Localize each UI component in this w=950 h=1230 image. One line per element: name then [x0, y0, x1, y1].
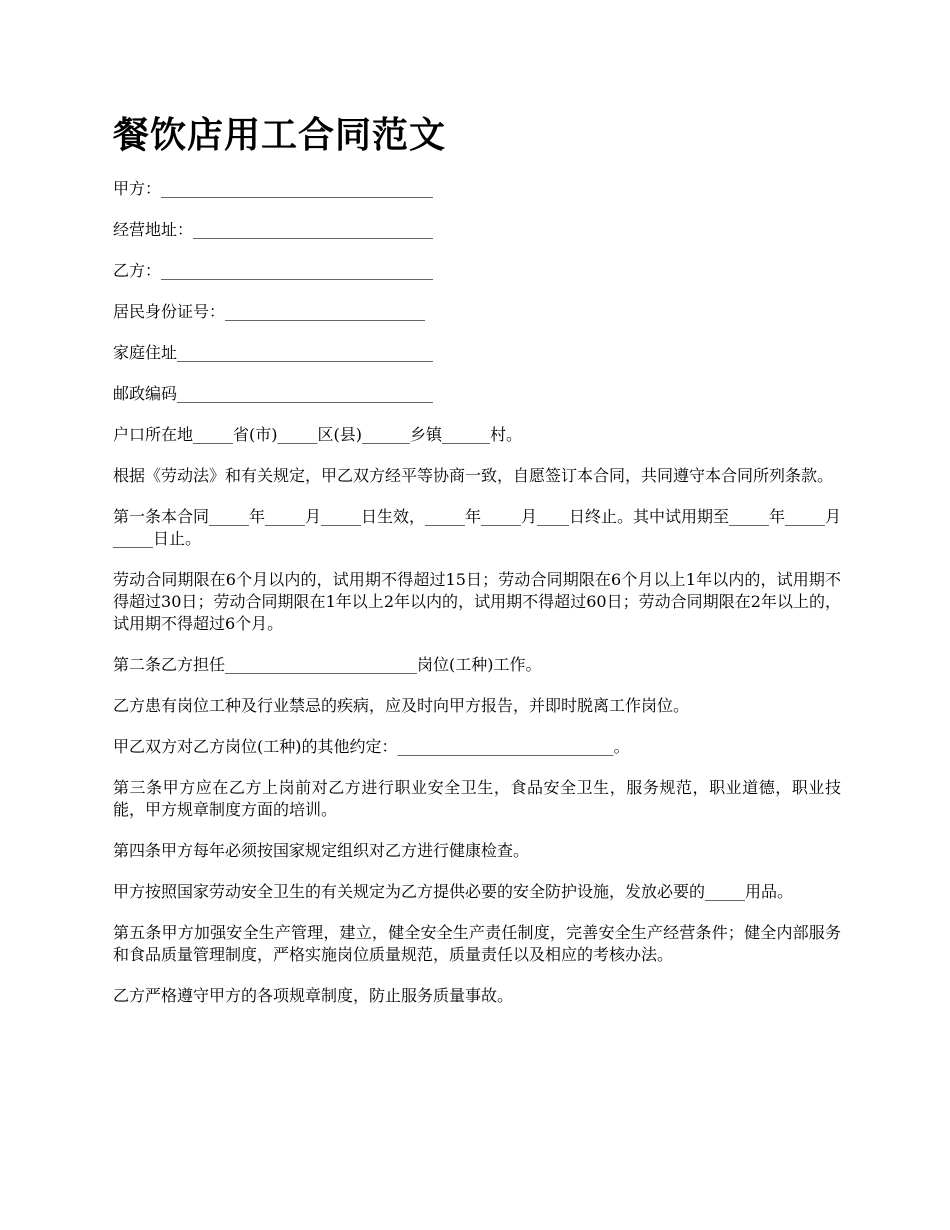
- household-registration-field: 户口所在地_____省(市)_____区(县)______乡镇______村。: [113, 425, 522, 444]
- party-a-field: 甲方：__________________________________: [113, 179, 434, 198]
- safety-equipment-paragraph: 甲方按照国家劳动安全卫生的有关规定为乙方提供必要的安全防护设施，发放必要的_____用品。: [113, 882, 794, 901]
- party-b-field: 乙方：__________________________________: [113, 261, 434, 280]
- illness-report-paragraph: 乙方患有岗位工种及行业禁忌的疾病，应及时向甲方报告，并即时脱离工作岗位。: [113, 696, 690, 715]
- id-number-field: 居民身份证号：_________________________: [113, 302, 426, 321]
- other-agreement-paragraph: 甲乙双方对乙方岗位(工种)的其他约定：___________________________。: [113, 737, 630, 756]
- document-page: [113, 112, 841, 1026]
- probation-paragraph: 劳动合同期限在6个月以内的，试用期不得超过15日；劳动合同期限在6个月以上1年以内的，试用期不得超过30日；劳动合同期限在1年以上2年以内的，试用期不得超过60日；劳动合同期限在2年以上的，试用期不得超过6个月。: [113, 570, 841, 633]
- article-3-paragraph: 第三条甲方应在乙方上岗前对乙方进行职业安全卫生，食品安全卫生，服务规范，职业道德，职业技能，甲方规章制度方面的培训。: [113, 778, 841, 819]
- business-address-field: 经营地址：______________________________: [113, 220, 434, 239]
- compliance-paragraph: 乙方严格遵守甲方的各项规章制度，防止服务质量事故。: [113, 986, 514, 1005]
- article-1-paragraph: 第一条本合同_____年_____月_____日生效，_____年_____月____日终止。其中试用期至_____年_____月_____日止。: [113, 507, 842, 548]
- article-5-paragraph: 第五条甲方加强安全生产管理，建立，健全安全生产责任制度，完善安全生产经营条件；健全内部服务和食品质量管理制度，严格实施岗位质量规范，质量责任以及相应的考核办法。: [113, 923, 841, 964]
- preamble-paragraph: 根据《劳动法》和有关规定，甲乙双方经平等协商一致，自愿签订本合同，共同遵守本合同所列条款。: [113, 466, 834, 485]
- home-address-field: 家庭住址________________________________: [113, 343, 434, 362]
- postal-code-field: 邮政编码________________________________: [113, 384, 434, 403]
- document-title: 餐饮店用工合同范文: [113, 114, 447, 156]
- article-4-paragraph: 第四条甲方每年必须按国家规定组织对乙方进行健康检查。: [113, 841, 530, 860]
- article-2-paragraph: 第二条乙方担任________________________岗位(工种)工作。: [113, 655, 542, 674]
